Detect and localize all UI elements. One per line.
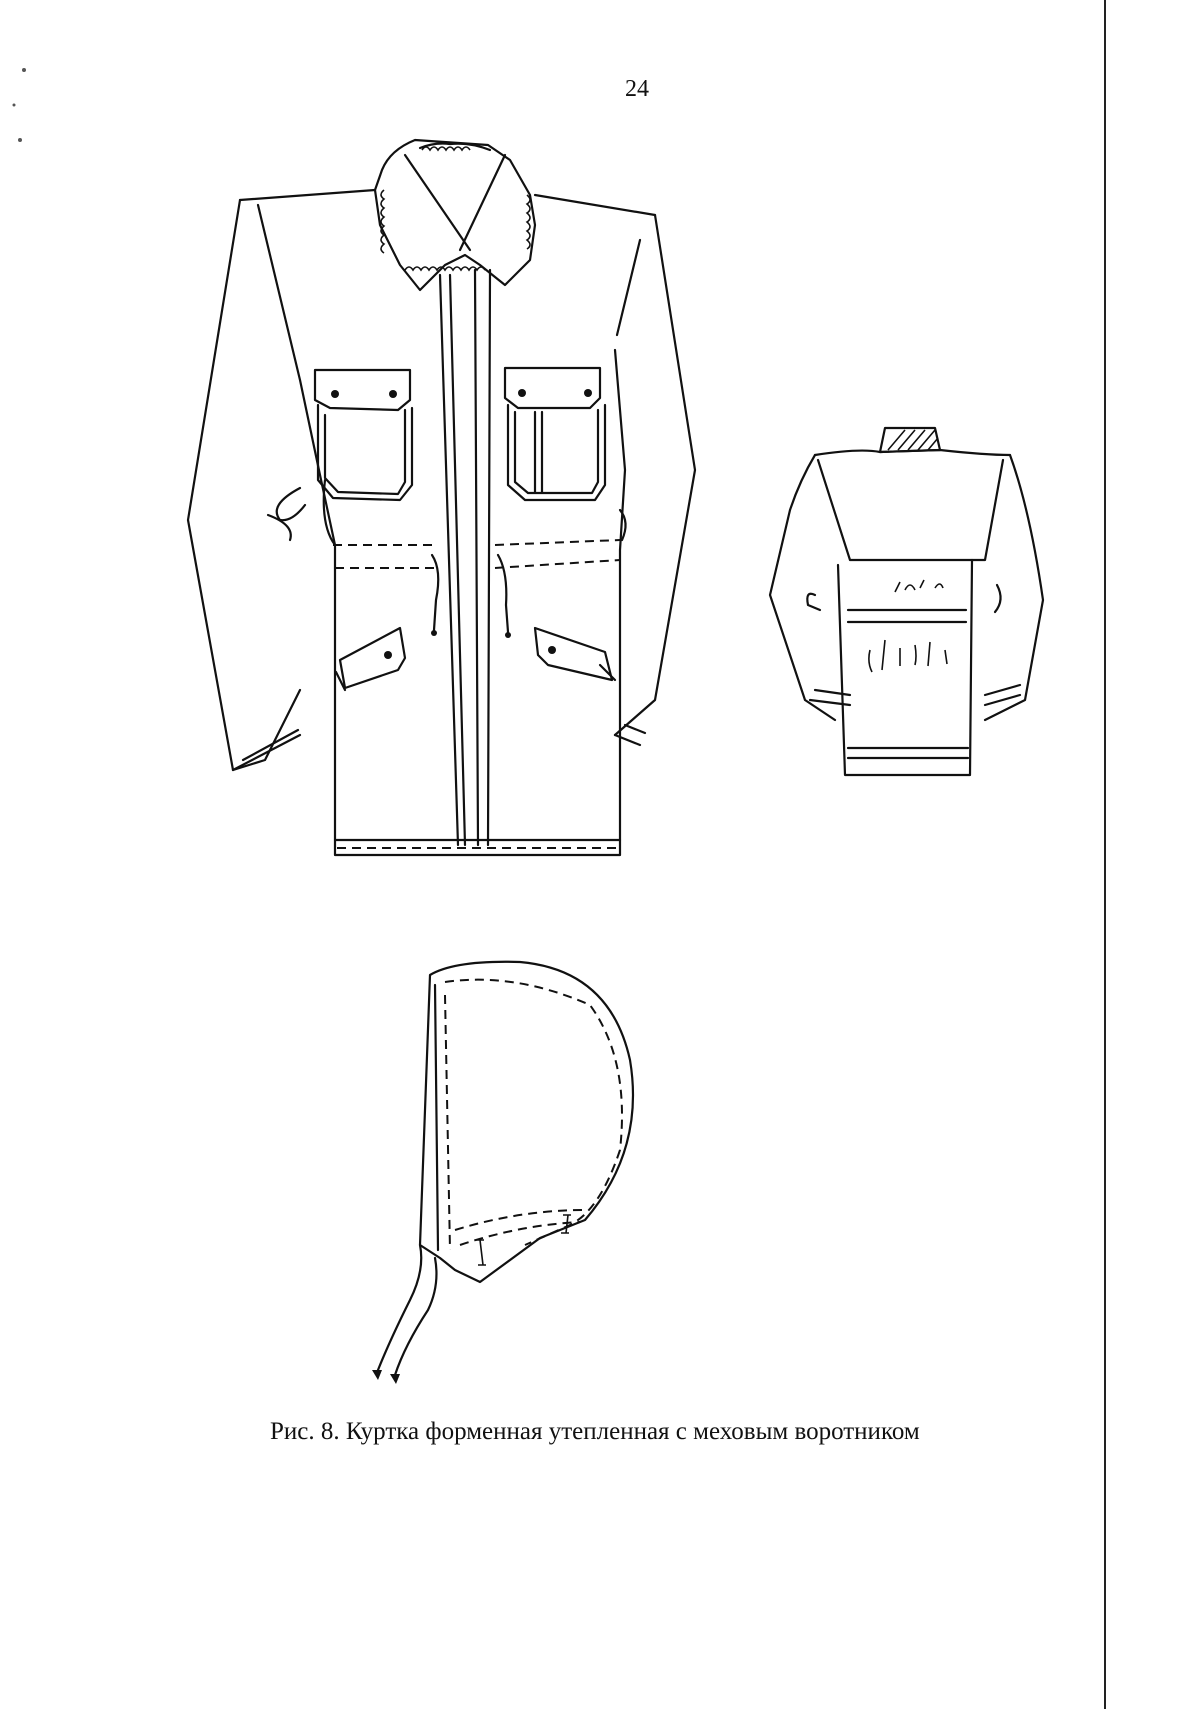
right-armhole (617, 240, 640, 335)
zipper-placket (440, 270, 490, 845)
left-shoulder-line (240, 190, 375, 200)
left-chest-pocket (315, 370, 412, 500)
jacket-front-view (188, 140, 695, 855)
scan-specks (13, 68, 27, 142)
page-number: 24 (625, 76, 649, 102)
right-chest-pocket (505, 368, 605, 500)
right-lower-pocket (535, 628, 615, 680)
left-sleeve (188, 200, 300, 770)
left-lower-pocket (336, 628, 405, 690)
right-shoulder-line (535, 195, 655, 215)
fur-collar (375, 140, 535, 290)
jacket-back-view (770, 428, 1043, 775)
hood-view (372, 962, 633, 1384)
figure-caption: Рис. 8. Куртка форменная утепленная с меховым воротником (270, 1418, 920, 1445)
